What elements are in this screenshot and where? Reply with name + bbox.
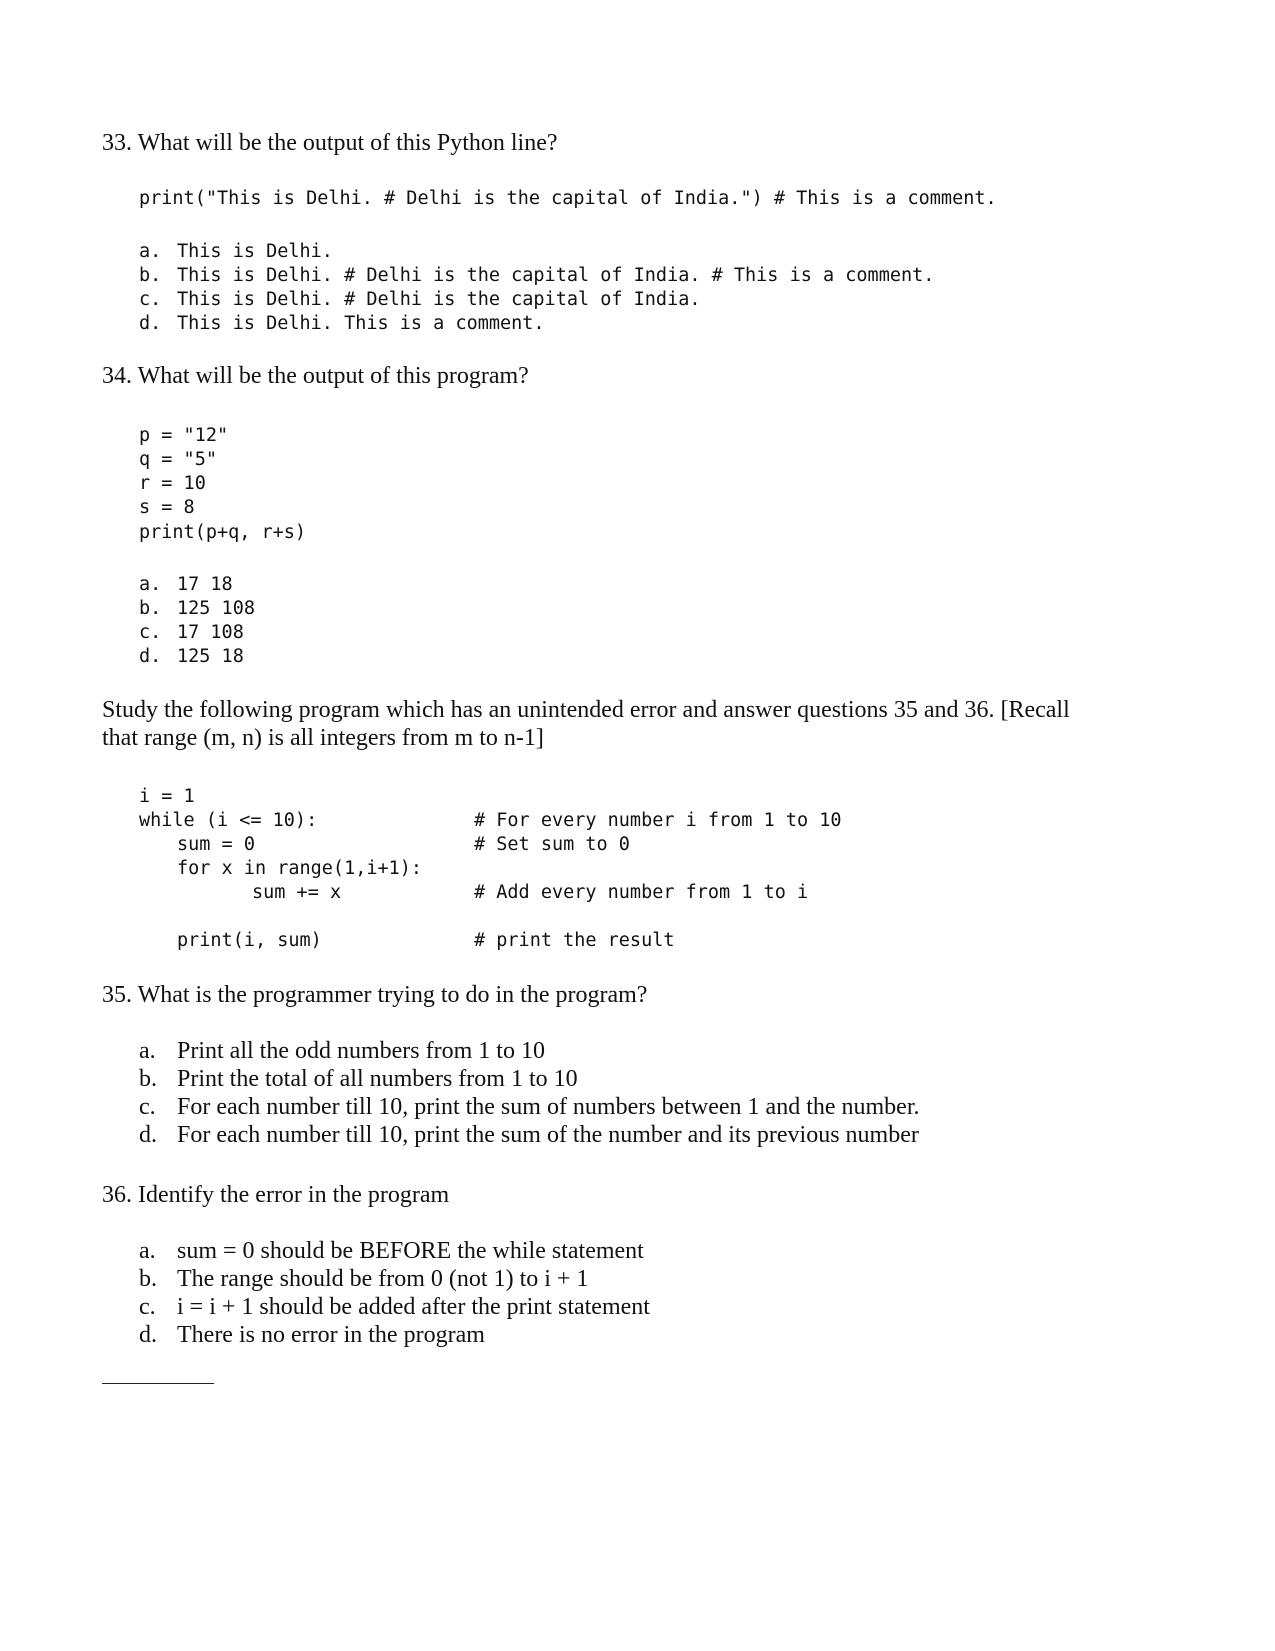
option-label: c. [139, 622, 162, 643]
q36-option-c [139, 1294, 650, 1321]
study-code-comment: # Set sum to 0 [474, 834, 630, 855]
study-code-line: i = 1 [139, 786, 195, 807]
study-code-line: while (i <= 10): [139, 810, 318, 831]
option-label: a. [139, 574, 162, 595]
q34-code-line: q = "5" [139, 449, 217, 470]
option-text: The range should be from 0 (not 1) to i + 1 [177, 1266, 589, 1292]
option-text: i = i + 1 should be added after the print statement [177, 1294, 650, 1320]
option-text: For each number till 10, print the sum of the number and its previous number [177, 1122, 919, 1148]
question-33-title: 33. What will be the output of this Python line? [102, 130, 558, 156]
q34-code-line: p = "12" [139, 425, 229, 446]
q33-option-a [139, 240, 333, 264]
option-text: Print the total of all numbers from 1 to 10 [177, 1066, 578, 1092]
q35-option-c [139, 1094, 920, 1121]
option-text: For each number till 10, print the sum of numbers between 1 and the number. [177, 1094, 920, 1120]
option-label: d. [139, 313, 162, 334]
q33-option-d [139, 312, 545, 336]
q33-option-c [139, 288, 700, 312]
option-label: b. [139, 265, 162, 286]
study-code-comment: # Add every number from 1 to i [474, 882, 809, 903]
study-paragraph-line-1: Study the following program which has an unintended error and answer questions 35 and 36. [Recall [102, 697, 1070, 723]
question-34-title: 34. What will be the output of this program? [102, 363, 529, 389]
q34-option-c [139, 621, 244, 645]
study-code-line: print(i, sum) [177, 930, 322, 951]
q34-code-line: r = 10 [139, 473, 206, 494]
option-text: There is no error in the program [177, 1322, 485, 1348]
option-label: c. [139, 289, 162, 310]
option-label: b. [139, 1266, 157, 1292]
option-label: d. [139, 646, 162, 667]
option-text: 125 108 [177, 598, 255, 619]
study-code-line: sum += x [252, 882, 342, 903]
study-paragraph-line-2: that range (m, n) is all integers from m to n-1] [102, 725, 544, 751]
option-text: This is Delhi. [177, 241, 333, 262]
option-label: d. [139, 1322, 157, 1348]
option-label: a. [139, 241, 162, 262]
option-label: c. [139, 1094, 156, 1120]
study-code-comment: # print the result [474, 930, 675, 951]
option-text: Print all the odd numbers from 1 to 10 [177, 1038, 545, 1064]
question-36-title: 36. Identify the error in the program [102, 1182, 450, 1208]
study-code-comment: # For every number i from 1 to 10 [474, 810, 842, 831]
q34-option-a [139, 573, 233, 597]
option-text: This is Delhi. # Delhi is the capital of India. # This is a comment. [177, 265, 935, 286]
footnote-divider [102, 1383, 214, 1384]
option-text: This is Delhi. This is a comment. [177, 313, 545, 334]
q33-option-b [139, 264, 934, 288]
q36-option-d [139, 1322, 485, 1349]
question-35-title: 35. What is the programmer trying to do in the program? [102, 982, 648, 1008]
option-text: 17 108 [177, 622, 244, 643]
option-label: d. [139, 1122, 157, 1148]
option-label: b. [139, 1066, 157, 1092]
q36-option-b [139, 1266, 588, 1293]
q34-code-line: s = 8 [139, 497, 195, 518]
option-label: b. [139, 598, 162, 619]
q34-code-line: print(p+q, r+s) [139, 522, 307, 543]
option-text: 125 18 [177, 646, 244, 667]
option-text: 17 18 [177, 574, 233, 595]
q35-option-d [139, 1122, 919, 1149]
option-text: sum = 0 should be BEFORE the while statement [177, 1238, 644, 1264]
option-label: c. [139, 1294, 156, 1320]
option-label: a. [139, 1238, 156, 1264]
option-text: This is Delhi. # Delhi is the capital of India. [177, 289, 701, 310]
q36-option-a [139, 1238, 644, 1265]
q35-option-a [139, 1038, 545, 1065]
q35-option-b [139, 1066, 578, 1093]
study-code-line: sum = 0 [177, 834, 255, 855]
option-label: a. [139, 1038, 156, 1064]
q34-option-d [139, 645, 244, 669]
question-33-code: print("This is Delhi. # Delhi is the capital of India.") # This is a comment. [139, 188, 997, 209]
q34-option-b [139, 597, 255, 621]
study-code-line: for x in range(1,i+1): [177, 858, 423, 879]
